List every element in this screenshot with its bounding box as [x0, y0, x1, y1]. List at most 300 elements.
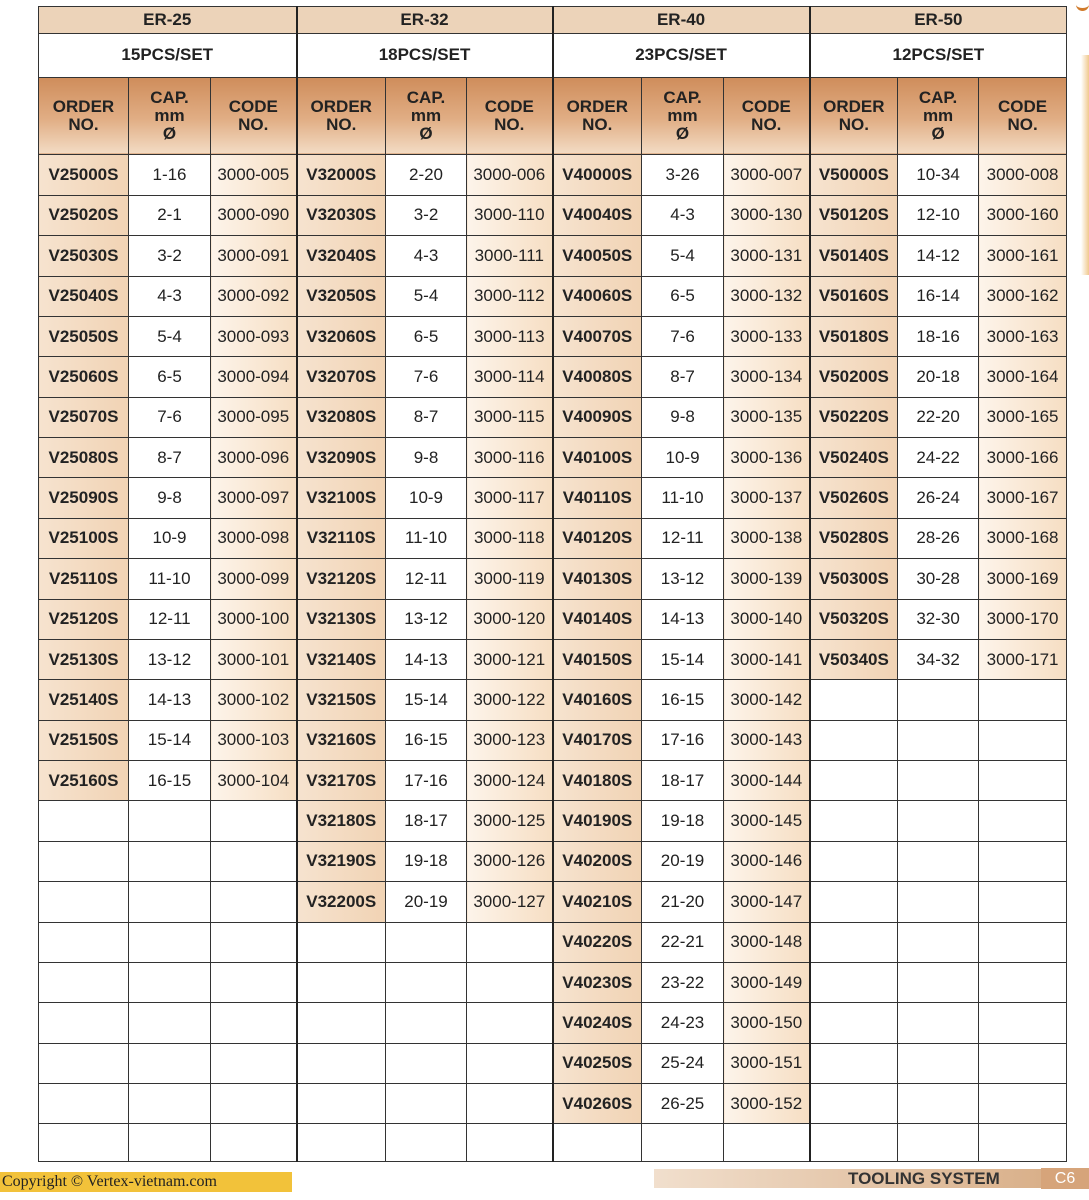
set-count: 15PCS/SET: [39, 34, 297, 77]
cell-code: 3000-131: [724, 236, 810, 276]
cell-cap: 8-7: [386, 397, 467, 437]
header-order: [553, 77, 642, 155]
cell-cap: 14-13: [386, 639, 467, 679]
cell-cap: 3-2: [386, 195, 467, 235]
empty-cell: [386, 922, 467, 962]
set-count-row: [39, 34, 1067, 77]
empty-cell: [810, 882, 898, 922]
cell-code: 3000-095: [211, 397, 297, 437]
cell-cap: 6-5: [386, 316, 467, 356]
cell-ord: V32140S: [297, 639, 386, 679]
cell-ord: V40050S: [553, 236, 642, 276]
table-row: [39, 559, 1067, 599]
cell-cap: 20-19: [642, 841, 724, 881]
empty-cell: [898, 841, 979, 881]
empty-cell: [898, 1124, 979, 1162]
cell-ord: V32180S: [297, 801, 386, 841]
cell-code: 3000-148: [724, 922, 810, 962]
cell-cap: 17-16: [386, 761, 467, 801]
cell-code: 3000-161: [979, 236, 1067, 276]
cell-ord: V40110S: [553, 478, 642, 518]
table-row: [39, 599, 1067, 639]
cell-cap: 16-15: [642, 680, 724, 720]
cell-cap: 30-28: [898, 559, 979, 599]
table-row: [39, 1084, 1067, 1124]
empty-cell: [810, 801, 898, 841]
empty-cell: [297, 922, 386, 962]
empty-cell: [810, 841, 898, 881]
cell-ord: V50140S: [810, 236, 898, 276]
cell-ord: V25090S: [39, 478, 129, 518]
cell-code: 3000-139: [724, 559, 810, 599]
empty-cell: [467, 922, 553, 962]
cell-ord: V50220S: [810, 397, 898, 437]
cell-cap: 14-13: [129, 680, 211, 720]
cell-code: 3000-168: [979, 518, 1067, 558]
cell-ord: V25100S: [39, 518, 129, 558]
cell-cap: 3-26: [642, 155, 724, 195]
empty-cell: [810, 680, 898, 720]
copyright-notice: Copyright © Vertex-vietnam.com: [0, 1172, 292, 1192]
cell-ord: V25110S: [39, 559, 129, 599]
cell-cap: 6-5: [642, 276, 724, 316]
empty-cell: [467, 1084, 553, 1124]
cell-code: 3000-135: [724, 397, 810, 437]
cell-code: 3000-149: [724, 962, 810, 1002]
cell-cap: 25-24: [642, 1043, 724, 1083]
cell-code: 3000-132: [724, 276, 810, 316]
cell-code: 3000-114: [467, 357, 553, 397]
cell-ord: V32150S: [297, 680, 386, 720]
cell-code: 3000-145: [724, 801, 810, 841]
empty-cell: [39, 1124, 129, 1162]
cell-cap: 12-11: [386, 559, 467, 599]
empty-cell: [467, 962, 553, 1002]
cell-ord: V25020S: [39, 195, 129, 235]
cell-code: 3000-141: [724, 639, 810, 679]
empty-cell: [810, 761, 898, 801]
cell-cap: 4-3: [642, 195, 724, 235]
table-row: [39, 761, 1067, 801]
collet-set-table: [38, 6, 1067, 1162]
section-title: TOOLING SYSTEM: [848, 1169, 1000, 1188]
cell-ord: V25040S: [39, 276, 129, 316]
table-row: [39, 236, 1067, 276]
cell-cap: 10-9: [386, 478, 467, 518]
cell-ord: V32170S: [297, 761, 386, 801]
cell-ord: V32000S: [297, 155, 386, 195]
cell-code: 3000-163: [979, 316, 1067, 356]
cell-cap: 5-4: [642, 236, 724, 276]
cell-cap: 4-3: [386, 236, 467, 276]
empty-cell: [898, 1003, 979, 1043]
empty-cell: [39, 801, 129, 841]
table-row: [39, 720, 1067, 760]
cell-code: 3000-094: [211, 357, 297, 397]
table-row: [39, 1003, 1067, 1043]
empty-cell: [810, 962, 898, 1002]
cell-cap: 22-20: [898, 397, 979, 437]
empty-cell: [898, 922, 979, 962]
empty-cell: [979, 1043, 1067, 1083]
cell-ord: V50260S: [810, 478, 898, 518]
cell-ord: V50340S: [810, 639, 898, 679]
cell-ord: V40090S: [553, 397, 642, 437]
empty-cell: [211, 962, 297, 1002]
cell-code: 3000-166: [979, 438, 1067, 478]
empty-cell: [724, 1124, 810, 1162]
empty-cell: [898, 962, 979, 1002]
table-row: [39, 962, 1067, 1002]
series-name: ER-25: [39, 7, 297, 34]
cell-cap: 8-7: [129, 438, 211, 478]
cell-cap: 8-7: [642, 357, 724, 397]
cell-ord: V50300S: [810, 559, 898, 599]
cell-ord: V25060S: [39, 357, 129, 397]
cell-code: 3000-115: [467, 397, 553, 437]
table-row: [39, 518, 1067, 558]
empty-cell: [810, 720, 898, 760]
header-code: [724, 77, 810, 155]
empty-cell: [39, 1003, 129, 1043]
header-code-label: CODE NO.: [484, 97, 534, 135]
header-order-label: ORDER NO.: [566, 97, 628, 135]
header-order-label: ORDER NO.: [52, 97, 115, 135]
cell-cap: 10-34: [898, 155, 979, 195]
cell-cap: 2-1: [129, 195, 211, 235]
table-row: [39, 801, 1067, 841]
cell-cap: 13-12: [642, 559, 724, 599]
cell-cap: 15-14: [386, 680, 467, 720]
cell-code: 3000-117: [467, 478, 553, 518]
cell-cap: 28-26: [898, 518, 979, 558]
cell-code: 3000-121: [467, 639, 553, 679]
cell-code: 3000-126: [467, 841, 553, 881]
header-code-label: CODE NO.: [741, 97, 791, 135]
table-row: [39, 316, 1067, 356]
cell-ord: V25030S: [39, 236, 129, 276]
cell-cap: 16-14: [898, 276, 979, 316]
cell-code: 3000-144: [724, 761, 810, 801]
cell-ord: V40230S: [553, 962, 642, 1002]
set-count: 12PCS/SET: [810, 34, 1067, 77]
cell-code: 3000-008: [979, 155, 1067, 195]
header-cap: [642, 77, 724, 155]
cell-code: 3000-119: [467, 559, 553, 599]
empty-cell: [810, 1124, 898, 1162]
cell-cap: 12-10: [898, 195, 979, 235]
cell-ord: V50280S: [810, 518, 898, 558]
cell-cap: 17-16: [642, 720, 724, 760]
cell-cap: 21-20: [642, 882, 724, 922]
cell-ord: V32030S: [297, 195, 386, 235]
header-order-label: ORDER NO.: [310, 97, 372, 135]
cell-ord: V40220S: [553, 922, 642, 962]
cell-cap: 34-32: [898, 639, 979, 679]
cell-cap: 20-19: [386, 882, 467, 922]
cell-code: 3000-162: [979, 276, 1067, 316]
cell-ord: V25120S: [39, 599, 129, 639]
cell-code: 3000-150: [724, 1003, 810, 1043]
cell-code: 3000-152: [724, 1084, 810, 1124]
cell-cap: 11-10: [386, 518, 467, 558]
cell-ord: V32120S: [297, 559, 386, 599]
cell-code: 3000-124: [467, 761, 553, 801]
cell-cap: 10-9: [642, 438, 724, 478]
empty-cell: [386, 1043, 467, 1083]
cell-ord: V32110S: [297, 518, 386, 558]
cell-cap: 23-22: [642, 962, 724, 1002]
cell-code: 3000-146: [724, 841, 810, 881]
cell-ord: V40170S: [553, 720, 642, 760]
cell-code: 3000-123: [467, 720, 553, 760]
cell-ord: V40200S: [553, 841, 642, 881]
empty-cell: [898, 761, 979, 801]
empty-cell: [979, 962, 1067, 1002]
cell-code: 3000-171: [979, 639, 1067, 679]
empty-cell: [297, 962, 386, 1002]
cell-code: 3000-093: [211, 316, 297, 356]
empty-cell: [211, 1043, 297, 1083]
empty-cell: [39, 962, 129, 1002]
cell-ord: V25050S: [39, 316, 129, 356]
header-order-label: ORDER NO.: [823, 97, 885, 135]
empty-cell: [211, 1003, 297, 1043]
cell-code: 3000-007: [724, 155, 810, 195]
set-count: 18PCS/SET: [297, 34, 553, 77]
header-cap: [386, 77, 467, 155]
empty-cell: [386, 1084, 467, 1124]
empty-cell: [898, 680, 979, 720]
cell-code: 3000-110: [467, 195, 553, 235]
cell-cap: 19-18: [386, 841, 467, 881]
cell-code: 3000-143: [724, 720, 810, 760]
cell-ord: V50200S: [810, 357, 898, 397]
empty-cell: [979, 1003, 1067, 1043]
cell-ord: V25070S: [39, 397, 129, 437]
empty-cell: [898, 801, 979, 841]
cell-ord: V40140S: [553, 599, 642, 639]
empty-cell: [386, 1124, 467, 1162]
empty-cell: [979, 1084, 1067, 1124]
header-code-label: CODE NO.: [998, 97, 1048, 135]
cell-cap: 9-8: [386, 438, 467, 478]
cell-code: 3000-103: [211, 720, 297, 760]
empty-cell: [810, 1003, 898, 1043]
table-row: [39, 478, 1067, 518]
cell-cap: 6-5: [129, 357, 211, 397]
cell-code: 3000-127: [467, 882, 553, 922]
header-cap: [898, 77, 979, 155]
empty-cell: [297, 1084, 386, 1124]
cell-cap: 16-15: [386, 720, 467, 760]
cell-cap: 7-6: [642, 316, 724, 356]
cell-ord: V32040S: [297, 236, 386, 276]
cell-ord: V50160S: [810, 276, 898, 316]
header-cap-label: CAP. mm Ø: [406, 88, 446, 144]
cell-cap: 9-8: [642, 397, 724, 437]
header-cap-label: CAP. mm Ø: [663, 88, 702, 144]
cell-ord: V32130S: [297, 599, 386, 639]
cell-cap: 22-21: [642, 922, 724, 962]
cell-cap: 15-14: [642, 639, 724, 679]
cell-code: 3000-092: [211, 276, 297, 316]
empty-cell: [979, 720, 1067, 760]
cell-code: 3000-164: [979, 357, 1067, 397]
empty-cell: [129, 1043, 211, 1083]
empty-cell: [386, 962, 467, 1002]
cell-code: 3000-096: [211, 438, 297, 478]
cell-code: 3000-100: [211, 599, 297, 639]
cell-ord: V50120S: [810, 195, 898, 235]
corner-logo-mark: [1076, 0, 1089, 11]
empty-cell: [297, 1003, 386, 1043]
cell-cap: 5-4: [129, 316, 211, 356]
empty-cell: [129, 1003, 211, 1043]
table-row: [39, 882, 1067, 922]
empty-cell: [979, 922, 1067, 962]
empty-cell: [297, 1124, 386, 1162]
header-code: [211, 77, 297, 155]
cell-code: 3000-160: [979, 195, 1067, 235]
empty-cell: [898, 1043, 979, 1083]
cell-cap: 11-10: [642, 478, 724, 518]
cell-ord: V40120S: [553, 518, 642, 558]
table-row: [39, 438, 1067, 478]
empty-cell: [211, 1084, 297, 1124]
empty-cell: [297, 1043, 386, 1083]
empty-cell: [898, 1084, 979, 1124]
table-row: [39, 155, 1067, 195]
cell-code: 3000-122: [467, 680, 553, 720]
cell-code: 3000-113: [467, 316, 553, 356]
cell-cap: 12-11: [642, 518, 724, 558]
cell-cap: 18-16: [898, 316, 979, 356]
cell-cap: 26-25: [642, 1084, 724, 1124]
cell-code: 3000-169: [979, 559, 1067, 599]
cell-ord: V32160S: [297, 720, 386, 760]
empty-cell: [129, 962, 211, 1002]
cell-code: 3000-090: [211, 195, 297, 235]
cell-ord: V40040S: [553, 195, 642, 235]
cell-code: 3000-098: [211, 518, 297, 558]
header-order: [39, 77, 129, 155]
cell-ord: V40260S: [553, 1084, 642, 1124]
cell-ord: V40190S: [553, 801, 642, 841]
cell-ord: V40100S: [553, 438, 642, 478]
cell-ord: V32090S: [297, 438, 386, 478]
empty-cell: [898, 882, 979, 922]
cell-code: 3000-133: [724, 316, 810, 356]
cell-code: 3000-170: [979, 599, 1067, 639]
header-code: [467, 77, 553, 155]
cell-code: 3000-101: [211, 639, 297, 679]
table-row: [39, 397, 1067, 437]
table-row: [39, 680, 1067, 720]
header-cap: [129, 77, 211, 155]
cell-cap: 20-18: [898, 357, 979, 397]
cell-code: 3000-005: [211, 155, 297, 195]
empty-cell: [386, 1003, 467, 1043]
table-row: [39, 276, 1067, 316]
column-header-row: [39, 77, 1067, 155]
cell-cap: 13-12: [386, 599, 467, 639]
table-row: [39, 357, 1067, 397]
empty-cell: [979, 882, 1067, 922]
empty-cell: [211, 922, 297, 962]
empty-cell: [979, 801, 1067, 841]
header-order: [297, 77, 386, 155]
cell-code: 3000-091: [211, 236, 297, 276]
cell-ord: V40000S: [553, 155, 642, 195]
cell-cap: 26-24: [898, 478, 979, 518]
cell-ord: V32200S: [297, 882, 386, 922]
table-row: [39, 1124, 1067, 1162]
cell-ord: V40210S: [553, 882, 642, 922]
cell-cap: 1-16: [129, 155, 211, 195]
empty-cell: [467, 1003, 553, 1043]
cell-code: 3000-165: [979, 397, 1067, 437]
empty-cell: [553, 1124, 642, 1162]
empty-cell: [211, 841, 297, 881]
cell-ord: V25150S: [39, 720, 129, 760]
cell-ord: V50180S: [810, 316, 898, 356]
cell-cap: 15-14: [129, 720, 211, 760]
cell-code: 3000-151: [724, 1043, 810, 1083]
empty-cell: [979, 841, 1067, 881]
header-cap-label: CAP. mm Ø: [918, 88, 958, 144]
cell-ord: V25130S: [39, 639, 129, 679]
cell-cap: 13-12: [129, 639, 211, 679]
cell-ord: V32060S: [297, 316, 386, 356]
empty-cell: [979, 1124, 1067, 1162]
cell-ord: V40080S: [553, 357, 642, 397]
header-order: [810, 77, 898, 155]
table-row: [39, 1043, 1067, 1083]
cell-code: 3000-097: [211, 478, 297, 518]
cell-code: 3000-134: [724, 357, 810, 397]
cell-cap: 4-3: [129, 276, 211, 316]
empty-cell: [979, 761, 1067, 801]
cell-cap: 24-23: [642, 1003, 724, 1043]
header-code: [979, 77, 1067, 155]
cell-ord: V25080S: [39, 438, 129, 478]
empty-cell: [642, 1124, 724, 1162]
cell-code: 3000-137: [724, 478, 810, 518]
cell-code: 3000-136: [724, 438, 810, 478]
empty-cell: [129, 801, 211, 841]
cell-code: 3000-006: [467, 155, 553, 195]
cell-cap: 18-17: [642, 761, 724, 801]
cell-code: 3000-140: [724, 599, 810, 639]
cell-ord: V25000S: [39, 155, 129, 195]
empty-cell: [39, 1043, 129, 1083]
empty-cell: [211, 1124, 297, 1162]
empty-cell: [467, 1124, 553, 1162]
cell-cap: 18-17: [386, 801, 467, 841]
cell-cap: 14-12: [898, 236, 979, 276]
cell-code: 3000-102: [211, 680, 297, 720]
empty-cell: [129, 1124, 211, 1162]
cell-code: 3000-147: [724, 882, 810, 922]
cell-cap: 32-30: [898, 599, 979, 639]
cell-cap: 5-4: [386, 276, 467, 316]
cell-cap: 7-6: [129, 397, 211, 437]
empty-cell: [129, 882, 211, 922]
cell-cap: 24-22: [898, 438, 979, 478]
empty-cell: [211, 801, 297, 841]
cell-cap: 2-20: [386, 155, 467, 195]
